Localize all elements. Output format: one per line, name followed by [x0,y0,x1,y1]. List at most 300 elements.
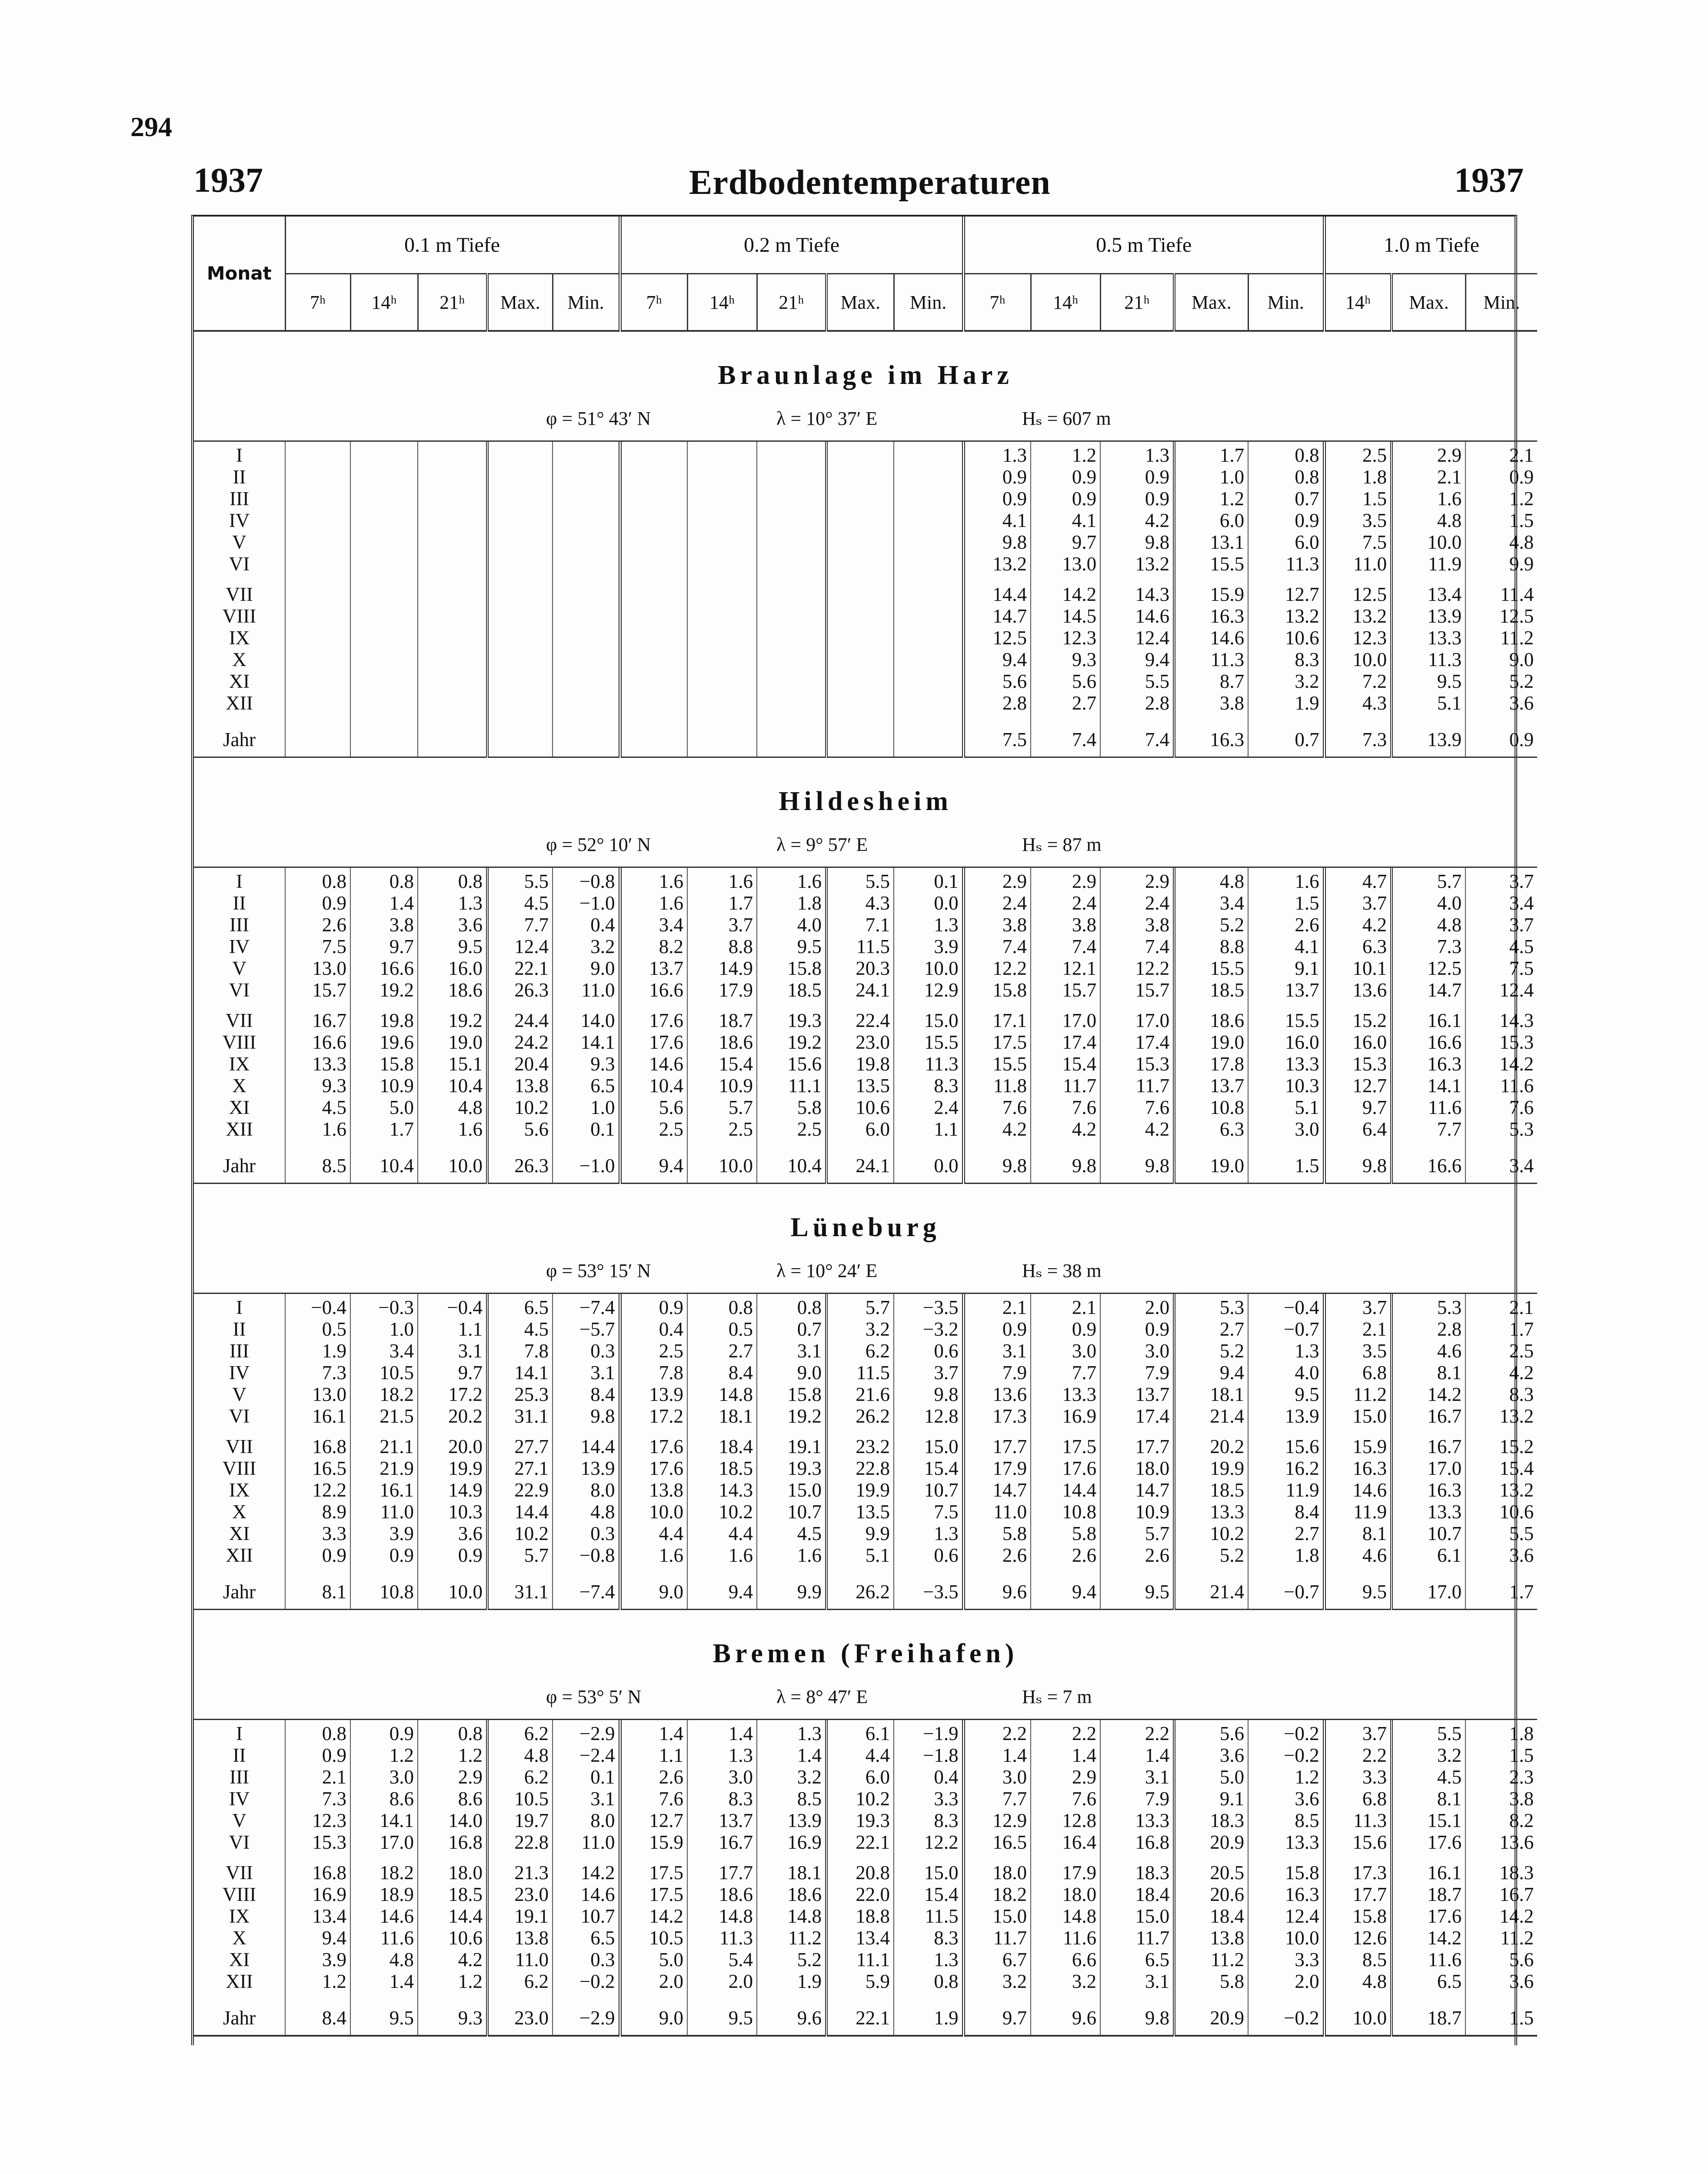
table-cell [894,605,963,627]
table-cell: 0.9 [620,1294,687,1318]
table-cell: 12.3 [285,1810,350,1831]
year-left: 1937 [193,161,263,200]
table-row [194,553,1537,575]
table-cell: 8.1 [285,1575,350,1610]
month-label: XI [229,1097,250,1118]
table-cell: 9.1 [1248,957,1324,979]
table-cell: 0.5 [285,1318,350,1340]
table-cell: 1.5 [1465,1744,1537,1766]
table-cell: 2.1 [1465,442,1537,466]
table-cell: 20.9 [1174,1831,1248,1853]
table-cell: 20.6 [1174,1884,1248,1905]
table-cell: 1.8 [1324,466,1392,488]
table-cell [757,584,826,605]
table-cell: 10.8 [350,1575,418,1610]
table-cell: 9.0 [620,1575,687,1610]
table-cell: 2.6 [1031,1544,1100,1566]
table-cell: 7.5 [894,1501,963,1523]
table-cell: 13.8 [1174,1927,1248,1949]
month-label: IV [229,1362,250,1384]
longitude: λ = 10° 37′ E [776,408,878,429]
table-cell [350,627,418,649]
table-cell [350,442,418,466]
table-cell: 16.8 [418,1831,487,1853]
table-cell: 19.2 [350,979,418,1001]
table-cell: 15.6 [1248,1436,1324,1457]
table-cell: 23.0 [487,1884,553,1905]
table-cell: 3.7 [1465,914,1537,936]
table-cell: 19.2 [757,1405,826,1427]
month-label: I [236,444,243,466]
table-cell: 5.6 [620,1097,687,1118]
table-cell: 1.9 [757,1971,826,1992]
table-cell: 17.9 [963,1457,1031,1479]
table-cell: 16.1 [1392,1010,1465,1031]
table-row [194,1075,1537,1097]
table-cell: 5.7 [687,1097,757,1118]
table-cell: −2.9 [553,2001,620,2036]
table-row [194,1294,1537,1318]
table-cell: 3.7 [1324,1294,1392,1318]
table-cell: 3.6 [418,914,487,936]
table-cell: 9.8 [1031,1149,1100,1184]
month-label: VIII [222,1457,256,1479]
table-cell: 18.6 [687,1031,757,1053]
table-cell [894,531,963,553]
table-cell: 3.4 [350,1340,418,1362]
table-cell: 16.1 [350,1479,418,1501]
table-cell: 4.5 [757,1523,826,1544]
table-cell [894,466,963,488]
table-cell: 10.8 [1031,1501,1100,1523]
month-label: I [236,1723,243,1744]
table-cell: 14.1 [350,1810,418,1831]
table-cell: 6.2 [487,1720,553,1744]
table-cell: 8.1 [1392,1788,1465,1810]
table-cell: 0.3 [553,1523,620,1544]
column-header: 14ʰ [350,274,418,331]
table-cell: 14.2 [1392,1927,1465,1949]
table-cell [418,723,487,757]
table-cell: 20.0 [418,1436,487,1457]
month-label: V [232,531,246,553]
table-cell: 25.3 [487,1384,553,1405]
table-cell: 20.8 [826,1862,894,1884]
month-label: XI [229,1949,250,1971]
table-cell: 5.7 [1100,1523,1174,1544]
table-cell: 0.6 [894,1340,963,1362]
table-cell [826,670,894,692]
month-label: VI [229,553,250,575]
group-header-0-5m: 0.5 m Tiefe [963,217,1324,274]
table-cell: 6.1 [1392,1544,1465,1566]
table-cell: 19.0 [1174,1031,1248,1053]
table-cell: 13.2 [1465,1479,1537,1501]
table-row [194,605,1537,627]
column-header: 7ʰ [963,274,1031,331]
table-cell [620,584,687,605]
table-cell: 14.6 [1174,627,1248,649]
table-cell: 2.1 [1324,1318,1392,1340]
table-cell: 4.2 [1031,1118,1100,1140]
table-cell: 12.9 [963,1810,1031,1831]
table-cell: 2.0 [687,1971,757,1992]
table-cell: 6.5 [553,1075,620,1097]
table-cell: 4.6 [1324,1544,1392,1566]
table-cell [757,670,826,692]
table-cell: 3.0 [1248,1118,1324,1140]
table-cell: 12.3 [1324,627,1392,649]
table-cell: 3.8 [963,914,1031,936]
table-cell: −2.4 [553,1744,620,1766]
table-cell: 26.2 [826,1575,894,1610]
table-cell: 11.7 [1100,1927,1174,1949]
month-label: VI [229,979,250,1001]
table-cell: 19.0 [418,1031,487,1053]
table-cell: 9.8 [1324,1149,1392,1184]
table-cell: 3.6 [1465,1971,1537,1992]
table-cell: 11.0 [1324,553,1392,575]
table-row [194,1720,1537,1744]
table-cell: 7.6 [1465,1097,1537,1118]
month-label: IX [229,1053,250,1075]
table-cell: 1.6 [687,868,757,892]
table-cell: 7.4 [1100,936,1174,957]
table-cell: 3.8 [1174,692,1248,714]
table-cell: 1.3 [757,1720,826,1744]
table-cell: −1.9 [894,1720,963,1744]
table-cell [418,670,487,692]
table-cell: 3.4 [1465,1149,1537,1184]
table-cell [553,670,620,692]
table-cell: 2.3 [1465,1766,1537,1788]
table-cell: 3.6 [418,1523,487,1544]
table-cell [826,531,894,553]
table-cell: 31.1 [487,1405,553,1427]
table-cell [553,510,620,531]
table-cell: 14.4 [418,1905,487,1927]
table-cell: 7.7 [963,1788,1031,1810]
table-cell [487,584,553,605]
table-cell: 4.1 [1031,510,1100,531]
table-cell: 0.8 [687,1294,757,1318]
table-cell: 13.2 [1465,1405,1537,1427]
table-cell: 1.6 [1392,488,1465,510]
table-cell: 8.5 [757,1788,826,1810]
table-cell [285,605,350,627]
table-cell: 18.5 [687,1457,757,1479]
table-cell: 9.6 [757,2001,826,2036]
table-cell: 14.6 [553,1884,620,1905]
table-cell: 22.8 [487,1831,553,1853]
table-cell: 8.4 [553,1384,620,1405]
column-header: 21ʰ [418,274,487,331]
table-cell: 3.3 [1248,1949,1324,1971]
table-cell: 3.1 [418,1340,487,1362]
table-cell: 18.0 [963,1862,1031,1884]
table-cell: 15.2 [1465,1436,1537,1457]
table-cell: 0.9 [285,1744,350,1766]
table-cell: 1.4 [1100,1744,1174,1766]
table-cell: 5.1 [1248,1097,1324,1118]
table-cell: 5.7 [487,1544,553,1566]
table-cell: 18.0 [1031,1884,1100,1905]
table-cell: 7.6 [1031,1097,1100,1118]
table-cell: 11.1 [826,1949,894,1971]
table-cell: 14.3 [687,1479,757,1501]
table-cell: 16.1 [285,1405,350,1427]
table-cell: 5.7 [826,1294,894,1318]
table-cell [620,510,687,531]
table-cell: 0.9 [1100,466,1174,488]
table-cell: 1.2 [1174,488,1248,510]
month-label: X [232,1927,246,1949]
table-cell: 2.4 [1100,892,1174,914]
table-cell: 4.8 [1174,868,1248,892]
table-cell: 0.1 [553,1118,620,1140]
table-cell [620,442,687,466]
table-cell: 16.3 [1174,723,1248,757]
table-cell: 18.3 [1465,1862,1537,1884]
table-cell [418,531,487,553]
table-cell: 13.8 [487,1927,553,1949]
table-cell: 11.5 [826,1362,894,1384]
latitude: φ = 52° 10′ N [546,834,651,855]
table-cell: 1.7 [1174,442,1248,466]
table-cell: 8.3 [894,1927,963,1949]
table-cell: 9.4 [285,1927,350,1949]
table-cell: 10.0 [894,957,963,979]
table-cell: 1.4 [350,892,418,914]
table-cell: 16.6 [1392,1031,1465,1053]
table-row [194,627,1537,649]
table-cell: 17.0 [1392,1575,1465,1610]
table-cell: 18.5 [1174,979,1248,1001]
table-cell: 0.9 [963,466,1031,488]
column-header: Min. [1248,274,1324,331]
table-cell: 24.1 [826,979,894,1001]
table-cell [350,692,418,714]
table-cell: 14.2 [1465,1905,1537,1927]
table-row [194,868,1537,892]
table-cell: 7.3 [1392,936,1465,957]
table-cell: 6.1 [826,1720,894,1744]
table-row [194,488,1537,510]
table-cell: 4.8 [1324,1971,1392,1992]
table-cell: 18.6 [757,1884,826,1905]
table-cell: 19.9 [418,1457,487,1479]
table-cell: 5.3 [1174,1294,1248,1318]
table-cell: 17.5 [1031,1436,1100,1457]
table-cell: 11.3 [894,1053,963,1075]
table-cell [285,627,350,649]
table-cell: 1.3 [418,892,487,914]
table-cell: 8.3 [894,1810,963,1831]
table-cell: 4.8 [350,1949,418,1971]
table-cell: 17.2 [418,1384,487,1405]
table-cell: 1.4 [687,1720,757,1744]
month-label: III [230,914,249,936]
table-cell: 5.5 [487,868,553,892]
table-row [194,1831,1537,1853]
table-cell: 17.4 [1031,1031,1100,1053]
table-cell: 9.8 [963,531,1031,553]
table-cell: 17.6 [620,1010,687,1031]
table-cell: 4.1 [1248,936,1324,957]
table-cell: 15.4 [894,1457,963,1479]
table-cell: 17.5 [963,1031,1031,1053]
table-header [194,217,1537,331]
table-cell: 7.4 [1031,936,1100,957]
table-cell [620,627,687,649]
table-cell: 13.7 [1100,1384,1174,1405]
table-cell [285,649,350,670]
table-cell [826,466,894,488]
table-cell: 18.5 [757,979,826,1001]
table-cell: 3.0 [687,1766,757,1788]
table-cell: 1.4 [757,1744,826,1766]
table-cell: −0.2 [1248,2001,1324,2036]
table-cell: 23.2 [826,1436,894,1457]
table-cell: 3.2 [757,1766,826,1788]
table-cell: 26.3 [487,1149,553,1184]
table-cell: 0.9 [285,892,350,914]
table-cell: 11.3 [1324,1810,1392,1831]
table-cell: 0.9 [350,1544,418,1566]
table-cell [620,605,687,627]
table-cell: 10.5 [620,1927,687,1949]
table-cell: 6.8 [1324,1362,1392,1384]
table-cell: 1.3 [687,1744,757,1766]
table-cell [285,488,350,510]
table-cell: 13.5 [826,1501,894,1523]
table-cell [350,488,418,510]
table-cell: 13.2 [1324,605,1392,627]
table-cell: 7.9 [1100,1788,1174,1810]
table-cell: 7.3 [1324,723,1392,757]
table-cell [487,649,553,670]
table-cell: 1.4 [963,1744,1031,1766]
table-cell: 10.6 [1248,627,1324,649]
table-cell: 2.7 [1031,692,1100,714]
table-cell: 20.9 [1174,2001,1248,2036]
table-cell [418,692,487,714]
table-cell [826,553,894,575]
table-cell: 17.6 [1392,1905,1465,1927]
table-cell: 9.4 [687,1575,757,1610]
table-cell [826,723,894,757]
table-cell: 2.9 [963,868,1031,892]
table-cell: 13.9 [757,1810,826,1831]
table-cell: 2.2 [1031,1720,1100,1744]
table-cell: 10.0 [1324,2001,1392,2036]
table-cell: 14.6 [350,1905,418,1927]
table-cell: 0.9 [1031,466,1100,488]
table-cell: 12.8 [894,1405,963,1427]
table-cell: 18.3 [1174,1810,1248,1831]
table-cell: 17.6 [620,1436,687,1457]
table-cell: 11.7 [963,1927,1031,1949]
table-row [194,1457,1537,1479]
table-cell: 15.6 [757,1053,826,1075]
table-cell: 15.0 [963,1905,1031,1927]
table-cell: 9.0 [757,1362,826,1384]
table-cell [553,442,620,466]
table-cell [620,466,687,488]
table-cell: 15.0 [1100,1905,1174,1927]
table-cell: 15.1 [418,1053,487,1075]
table-cell: 0.5 [687,1318,757,1340]
table-cell: 14.1 [1392,1075,1465,1097]
month-label: X [232,649,246,670]
table-cell: 14.3 [1100,584,1174,605]
table-cell: 6.3 [1324,936,1392,957]
table-cell: 16.8 [285,1862,350,1884]
table-cell: 27.1 [487,1457,553,1479]
table-cell: 2.2 [963,1720,1031,1744]
table-cell: 10.9 [350,1075,418,1097]
table-row [194,1053,1537,1075]
table-cell: 15.4 [1031,1053,1100,1075]
table-cell: 14.2 [553,1862,620,1884]
table-cell: 14.6 [1100,605,1174,627]
table-cell: 1.3 [894,1523,963,1544]
table-cell: 12.7 [1324,1075,1392,1097]
table-cell: 16.2 [1248,1457,1324,1479]
table-cell: 24.2 [487,1031,553,1053]
table-cell: 10.4 [418,1075,487,1097]
table-cell: 18.5 [1174,1479,1248,1501]
table-row [194,1766,1537,1788]
table-cell: 21.1 [350,1436,418,1457]
table-cell: 14.0 [418,1810,487,1831]
table-cell: 12.4 [1465,979,1537,1001]
table-cell: −7.4 [553,1575,620,1610]
table-cell [487,627,553,649]
table-cell: 1.9 [285,1340,350,1362]
table-cell: 8.2 [620,936,687,957]
table-cell: −0.2 [1248,1720,1324,1744]
table-cell: 11.0 [553,1831,620,1853]
table-cell: 4.2 [1100,510,1174,531]
table-cell: 19.9 [1174,1457,1248,1479]
table-cell [894,553,963,575]
table-row [194,1031,1537,1053]
table-row [194,1905,1537,1927]
table-cell: 9.0 [1465,649,1537,670]
table-cell: 10.2 [487,1097,553,1118]
table-cell: 24.1 [826,1149,894,1184]
table-cell: 18.6 [1174,1010,1248,1031]
table-cell: 1.5 [1465,510,1537,531]
table-cell: 7.6 [620,1788,687,1810]
table-row [194,1862,1537,1884]
table-cell: 9.5 [687,2001,757,2036]
table-cell: 15.8 [757,957,826,979]
table-cell: 5.8 [963,1523,1031,1544]
table-cell [826,488,894,510]
table-cell: 5.5 [1465,1523,1537,1544]
table-cell: 3.1 [1100,1971,1174,1992]
table-cell: 7.3 [285,1788,350,1810]
table-row [194,1405,1537,1427]
month-label: Jahr [223,729,256,750]
table-cell: 13.1 [1174,531,1248,553]
table-row [194,1318,1537,1340]
table-cell: 5.1 [1392,692,1465,714]
table-cell: 14.2 [1031,584,1100,605]
table-cell: 22.1 [487,957,553,979]
